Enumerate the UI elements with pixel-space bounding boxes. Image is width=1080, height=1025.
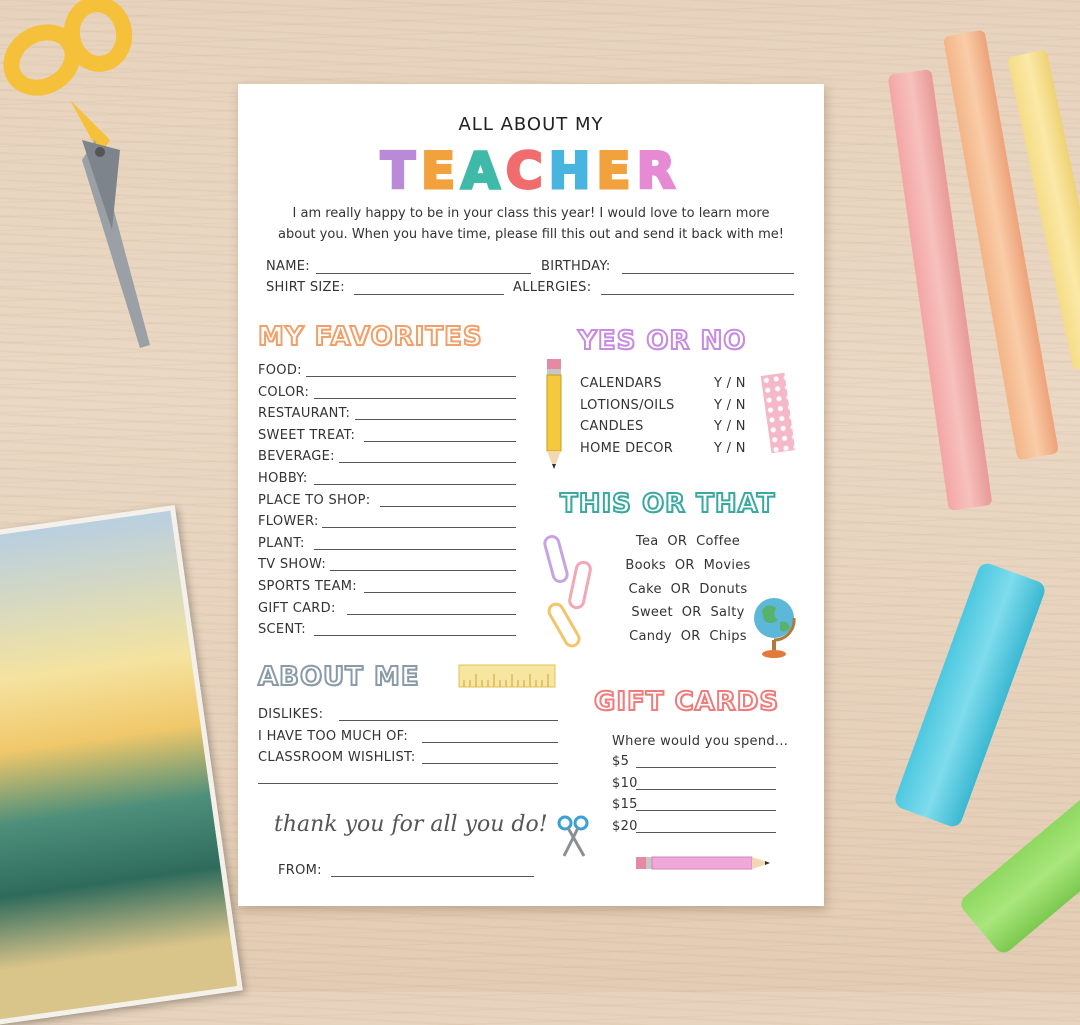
teacher-title — [238, 142, 824, 200]
yes-no-label: LOTIONS/OILS — [580, 397, 675, 413]
wishlist-extra-line[interactable] — [258, 783, 558, 784]
yes-no-choice[interactable]: Y / N — [714, 419, 746, 434]
intro-line-1: I am really happy to be in your class this year! I would love to learn more — [292, 206, 770, 221]
favorite-field[interactable] — [355, 419, 516, 420]
gift-card-label: $15 — [612, 797, 638, 812]
blue-highlighter — [893, 561, 1048, 829]
favorite-field[interactable] — [330, 570, 516, 571]
about-me-field[interactable] — [339, 720, 558, 721]
yes-no-label: CALENDARS — [580, 376, 662, 391]
gift-cards-prompt: Where would you spend... — [612, 734, 789, 749]
paperclips-icon — [543, 532, 603, 652]
scissors-icon — [556, 814, 592, 860]
yes-no-label: CANDLES — [580, 419, 644, 434]
birthday-label: BIRTHDAY: — [541, 259, 611, 274]
favorite-label: PLACE TO SHOP: — [258, 492, 371, 508]
from-label: FROM: — [278, 863, 322, 878]
title-letter: E — [596, 142, 637, 200]
washi-tape — [761, 373, 796, 454]
favorite-label: BEVERAGE: — [258, 449, 335, 465]
favorite-field[interactable] — [306, 376, 517, 377]
favorite-label: COLOR: — [258, 384, 310, 400]
favorite-field[interactable] — [314, 484, 516, 485]
this-or-that-choice[interactable]: Cake OR Donuts — [628, 581, 748, 597]
favorite-label: SPORTS TEAM: — [258, 579, 357, 594]
title-letter: R — [636, 142, 682, 200]
favorite-label: HOBBY: — [258, 471, 308, 486]
this-or-that-title: THIS OR THAT — [560, 489, 776, 519]
favorite-label: FOOD: — [258, 363, 302, 378]
this-or-that-choice[interactable]: Tea OR Coffee — [635, 534, 741, 549]
painting-book — [0, 505, 243, 1025]
gift-card-field[interactable] — [636, 832, 776, 833]
this-or-that-choice[interactable]: Books OR Movies — [625, 557, 751, 573]
pink-pencil-icon — [636, 854, 772, 872]
favorite-field[interactable] — [364, 441, 516, 442]
title-letter: A — [461, 142, 506, 200]
yes-or-no-title: YES OR NO — [578, 326, 747, 356]
favorite-label: PLANT: — [258, 535, 305, 551]
gift-card-label: $5 — [612, 754, 630, 769]
favorite-label: RESTAURANT: — [258, 406, 351, 422]
scissors — [0, 0, 170, 360]
favorite-label: FLOWER: — [258, 514, 319, 530]
yes-no-choice[interactable]: Y / N — [714, 397, 746, 413]
gift-card-label: $10 — [612, 775, 638, 791]
this-or-that-choice[interactable]: Sweet OR Salty — [631, 605, 745, 621]
yes-no-choice[interactable]: Y / N — [714, 440, 746, 456]
allergies-label: ALLERGIES: — [513, 280, 592, 295]
gift-card-label: $20 — [612, 818, 638, 834]
favorite-label: SWEET TREAT: — [258, 427, 356, 443]
from-field[interactable] — [331, 876, 534, 877]
this-or-that-choice[interactable]: Candy OR Chips — [629, 629, 747, 645]
thank-you-note: thank you for all you do! — [274, 812, 548, 837]
title-letter: E — [421, 142, 462, 200]
globe-icon — [750, 592, 802, 662]
shirt-size-field[interactable] — [354, 294, 504, 295]
intro-line-2: about you. When you have time, please fill this out and send it back with me! — [278, 227, 784, 242]
name-label: NAME: — [266, 259, 310, 274]
favorite-field[interactable] — [339, 462, 516, 463]
pencil-icon — [543, 359, 565, 471]
favorite-label: TV SHOW: — [258, 557, 327, 573]
favorite-field[interactable] — [322, 527, 516, 528]
about-me-field[interactable] — [422, 763, 558, 764]
gift-card-field[interactable] — [636, 810, 776, 811]
favorite-label: GIFT CARD: — [258, 600, 336, 616]
header-top: ALL ABOUT MY — [458, 114, 604, 135]
favorite-field[interactable] — [314, 635, 516, 636]
favorite-label: SCENT: — [258, 622, 306, 638]
gift-card-field[interactable] — [636, 789, 776, 790]
title-letter: C — [505, 142, 549, 200]
title-letter: T — [380, 142, 421, 200]
birthday-field[interactable] — [622, 273, 794, 274]
ruler-icon — [458, 664, 556, 690]
favorite-field[interactable] — [364, 592, 516, 593]
about-me-label: CLASSROOM WISHLIST: — [258, 750, 416, 765]
green-highlighter — [957, 794, 1080, 957]
about-me-label: DISLIKES: — [258, 707, 324, 722]
gift-card-field[interactable] — [636, 767, 776, 768]
favorite-field[interactable] — [347, 614, 516, 615]
yes-no-choice[interactable]: Y / N — [714, 376, 746, 391]
worksheet-page — [238, 84, 824, 906]
title-letter: H — [548, 142, 597, 200]
favorite-field[interactable] — [380, 506, 516, 507]
name-field[interactable] — [316, 273, 531, 274]
gift-cards-title: GIFT CARDS — [594, 687, 780, 717]
about-me-title: ABOUT ME — [258, 662, 420, 692]
favorites-title: MY FAVORITES — [258, 322, 483, 352]
about-me-field[interactable] — [422, 742, 558, 743]
about-me-label: I HAVE TOO MUCH OF: — [258, 728, 409, 744]
favorite-field[interactable] — [314, 549, 516, 550]
favorite-field[interactable] — [314, 398, 516, 399]
allergies-field[interactable] — [601, 294, 794, 295]
shirt-size-label: SHIRT SIZE: — [266, 280, 345, 295]
yes-no-label: HOME DECOR — [580, 440, 674, 456]
